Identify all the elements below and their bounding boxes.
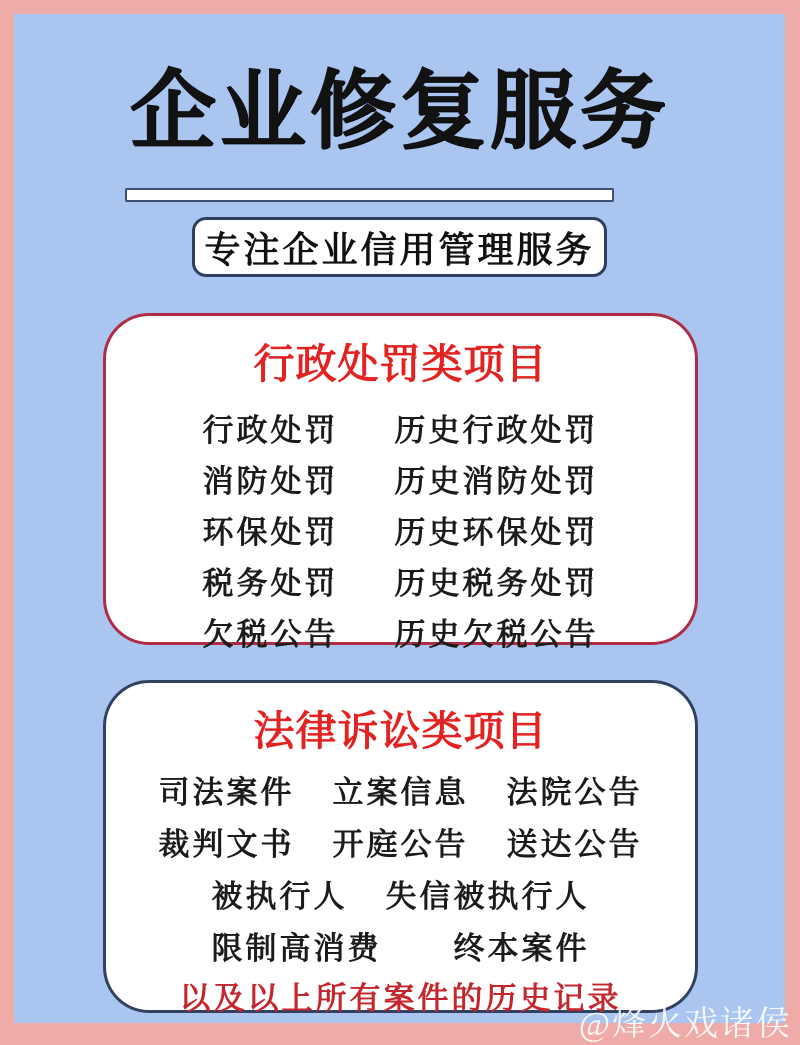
lawsuit-row xyxy=(106,867,695,919)
lawsuit-item: 立案信息 xyxy=(332,774,469,810)
lawsuit-history-note: 以及以上所有案件的历史记录 xyxy=(179,981,622,1016)
penalty-item: 历史税务处罚 xyxy=(394,566,599,601)
penalty-row xyxy=(106,504,695,555)
page-title: 企业修复服务 xyxy=(129,63,670,159)
lawsuit-row xyxy=(106,815,695,867)
penalty-item: 欠税公告 xyxy=(202,617,339,652)
lawsuit-item: 终本案件 xyxy=(453,930,590,966)
penalty-item: 历史消防处罚 xyxy=(394,464,599,499)
lawsuit-row xyxy=(106,763,695,815)
subtitle-text: 专注企业信用管理服务 xyxy=(204,229,595,270)
penalty-item: 历史环保处罚 xyxy=(394,515,599,550)
lawsuit-rows xyxy=(106,763,695,971)
penalty-item: 行政处罚 xyxy=(202,413,339,448)
penalty-row xyxy=(106,606,695,657)
blue-panel xyxy=(14,14,785,1023)
lawsuit-row xyxy=(106,919,695,971)
lawsuit-item: 司法案件 xyxy=(158,774,295,810)
penalty-card-heading: 行政处罚类项目 xyxy=(253,341,548,387)
subtitle-box xyxy=(192,217,607,277)
lawsuit-item: 被执行人 xyxy=(211,878,348,914)
lawsuit-item: 裁判文书 xyxy=(158,826,295,862)
lawsuit-item: 开庭公告 xyxy=(332,826,469,862)
penalty-item: 历史行政处罚 xyxy=(394,413,599,448)
penalty-item: 消防处罚 xyxy=(202,464,339,499)
penalty-item: 税务处罚 xyxy=(202,566,339,601)
watermark-text: @烽火戏诸侯 xyxy=(578,1006,792,1043)
penalty-card xyxy=(103,313,698,652)
lawsuit-item: 送达公告 xyxy=(506,826,643,862)
penalty-row xyxy=(106,555,695,606)
penalty-item: 历史欠税公告 xyxy=(394,617,599,652)
lawsuit-item: 限制高消费 xyxy=(211,930,382,966)
penalty-item: 环保处罚 xyxy=(202,515,339,550)
penalty-row xyxy=(106,402,695,453)
lawsuit-item: 法院公告 xyxy=(506,774,643,810)
lawsuit-item: 失信被执行人 xyxy=(385,878,590,914)
penalty-rows xyxy=(106,402,695,657)
lawsuit-card xyxy=(103,680,698,1016)
title-divider-bar xyxy=(125,188,614,202)
penalty-row xyxy=(106,453,695,504)
lawsuit-card-heading: 法律诉讼类项目 xyxy=(253,708,548,754)
